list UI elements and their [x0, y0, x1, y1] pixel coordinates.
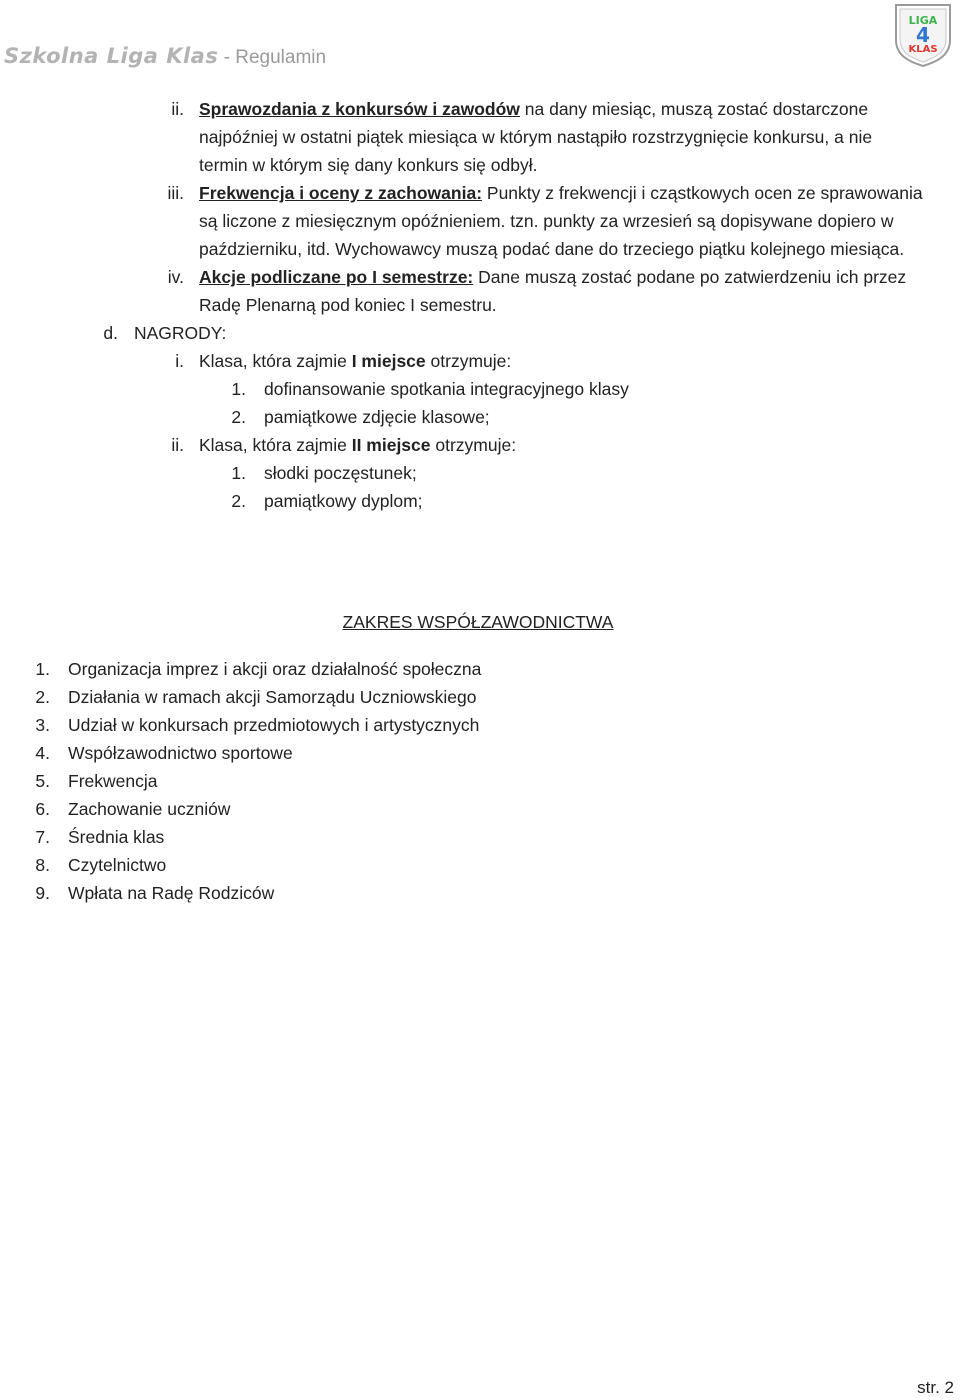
rule-iv-bold: Akcje podliczane po I semestrze: [199, 267, 474, 287]
scope-item-number: 3. [35, 715, 50, 735]
scope-item: Organizacja imprez i akcji oraz działalność społeczna [68, 659, 482, 679]
awards-title: NAGRODY: [134, 323, 227, 343]
award-item-number: 1. [231, 463, 246, 483]
page-header [4, 44, 326, 69]
rule-iii-line2: są liczone z miesięcznym opóźnieniem. tzn. punkty za wrzesień są dopisywane dopiero w [199, 211, 894, 231]
award-item: pamiątkowy dyplom; [264, 491, 423, 511]
page-number: str. 2 [917, 1378, 954, 1397]
scope-item: Średnia klas [68, 827, 165, 847]
award-first-post: otrzymuje: [425, 351, 512, 371]
awards-letter: d. [103, 323, 118, 343]
award-second-post: otrzymuje: [430, 435, 517, 455]
scope-item: Czytelnictwo [68, 855, 167, 875]
award-second-heading [199, 431, 516, 459]
scope-item-number: 4. [35, 743, 50, 763]
rule-iv-line2: Radę Plenarną pod koniec I semestru. [199, 295, 497, 315]
award-second-place: II miejsce [351, 435, 431, 455]
scope-item: Współzawodnictwo sportowe [68, 743, 293, 763]
award-item: słodki poczęstunek; [264, 463, 417, 483]
logo-text-bottom: KLAS [908, 44, 938, 55]
award-item-number: 2. [231, 491, 246, 511]
rule-ii-line1 [199, 95, 868, 123]
scope-item-number: 7. [35, 827, 50, 847]
brand-name: Szkolna Liga Klas [4, 44, 219, 68]
logo-text-mid: 4 [916, 23, 930, 47]
award-item: pamiątkowe zdjęcie klasowe; [264, 407, 490, 427]
rule-iii-line3: październiku, itd. Wychowawcy muszą podać dane do trzeciego piątku kolejnego miesiąca. [199, 239, 905, 259]
scope-item: Wpłata na Radę Rodziców [68, 883, 275, 903]
award-item-number: 1. [231, 379, 246, 399]
rule-ii-bold: Sprawozdania z konkursów i zawodów [199, 99, 520, 119]
rule-number: iv. [167, 267, 184, 287]
rule-number: iii. [167, 183, 184, 203]
scope-item: Udział w konkursach przedmiotowych i artystycznych [68, 715, 480, 735]
rule-ii-line2: najpóźniej w ostatni piątek miesiąca w którym nastąpiło rozstrzygnięcie konkursu, a nie [199, 127, 873, 147]
award-item: dofinansowanie spotkania integracyjnego klasy [264, 379, 629, 399]
header-subtitle: Regulamin [235, 47, 327, 68]
rule-ii-text: na dany miesiąc, muszą zostać dostarczone [519, 99, 869, 119]
header-separator: - [218, 47, 236, 68]
award-first-pre: Klasa, która zajmie [199, 351, 352, 371]
rule-iv-line1 [199, 263, 906, 291]
scope-item: Frekwencja [68, 771, 158, 791]
rule-iii-text: Punkty z frekwencji i cząstkowych ocen ze sprawowania [482, 183, 923, 203]
award-number: i. [175, 351, 184, 371]
award-second-pre: Klasa, która zajmie [199, 435, 352, 455]
award-item-number: 2. [231, 407, 246, 427]
scope-item-number: 6. [35, 799, 50, 819]
scope-item: Zachowanie uczniów [68, 799, 231, 819]
award-first-place: I miejsce [351, 351, 426, 371]
rule-iii-bold: Frekwencja i oceny z zachowania: [199, 183, 483, 203]
scope-item: Działania w ramach akcji Samorządu Uczniowskiego [68, 687, 477, 707]
award-first-heading [199, 347, 511, 375]
logo-text-top: LIGA [908, 14, 938, 27]
scope-item-number: 2. [35, 687, 50, 707]
award-number: ii. [171, 435, 184, 455]
scope-item-number: 9. [35, 883, 50, 903]
scope-item-number: 5. [35, 771, 50, 791]
scope-item-number: 8. [35, 855, 50, 875]
liga-klas-logo [892, 2, 954, 68]
scope-title: ZAKRES WSPÓŁZAWODNICTWA [342, 612, 614, 632]
rule-iv-text: Dane muszą zostać podane po zatwierdzeniu ich przez [473, 267, 907, 287]
rule-ii-line3: termin w którym się dany konkurs się odbył. [199, 155, 538, 175]
rule-iii-line1 [199, 179, 923, 207]
rule-number: ii. [171, 99, 184, 119]
scope-item-number: 1. [35, 659, 50, 679]
